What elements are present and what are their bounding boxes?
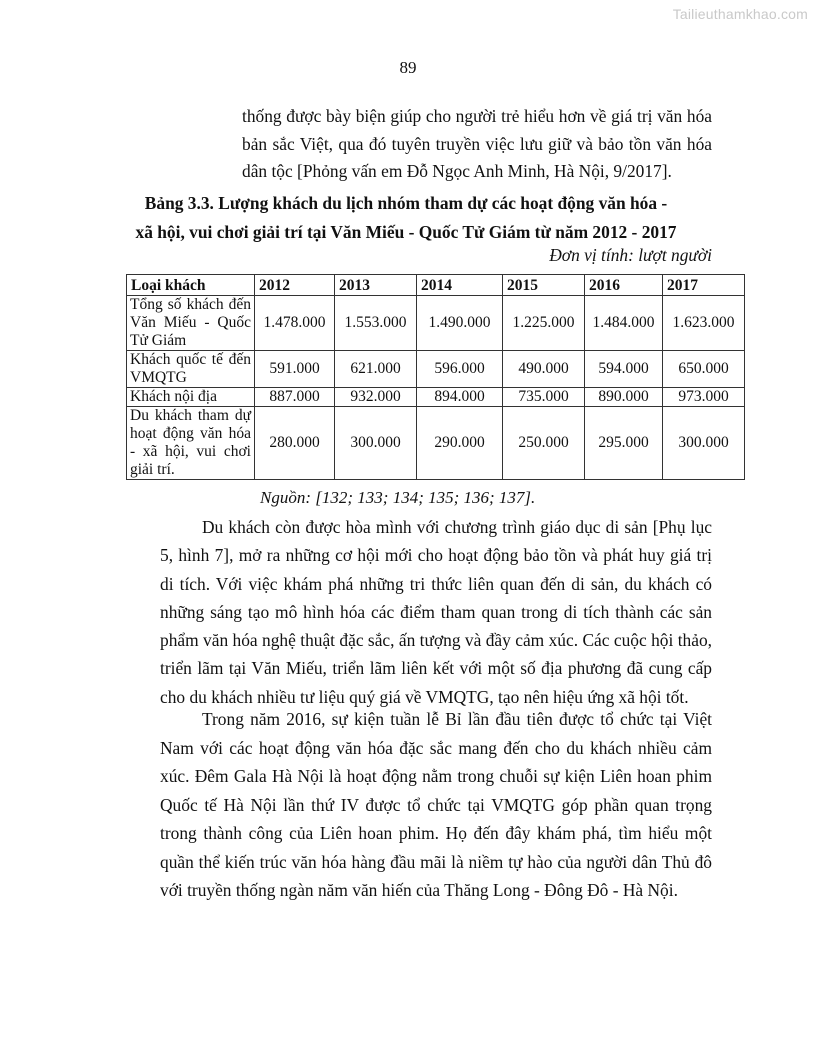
table-cell: 596.000 [417, 351, 503, 388]
table-cell: 887.000 [255, 388, 335, 407]
table-cell: 1.484.000 [585, 296, 663, 351]
table-cell: 890.000 [585, 388, 663, 407]
table-cell: 280.000 [255, 407, 335, 480]
table-row [127, 351, 745, 388]
column-header: 2015 [503, 275, 585, 296]
table-cell: 1.225.000 [503, 296, 585, 351]
table-title-line-2: xã hội, vui chơi giải trí tại Văn Miếu - Quốc Tử Giám từ năm 2012 - 2017 [135, 222, 677, 242]
body-paragraph-1 [160, 513, 712, 711]
table-cell: 621.000 [335, 351, 417, 388]
row-label: Du khách tham dự hoạt động văn hóa - xã hội, vui chơi giải trí. [127, 407, 255, 480]
table-cell: 300.000 [335, 407, 417, 480]
visitor-table [126, 274, 745, 480]
table-row [127, 388, 745, 407]
column-header: 2014 [417, 275, 503, 296]
table-cell: 894.000 [417, 388, 503, 407]
table-cell: 1.553.000 [335, 296, 417, 351]
table-cell: 295.000 [585, 407, 663, 480]
table-cell: 1.478.000 [255, 296, 335, 351]
table-header-row [127, 275, 745, 296]
column-header: 2012 [255, 275, 335, 296]
unit-note: Đơn vị tính: lượt người [549, 245, 712, 265]
watermark: Tailieuthamkhao.com [672, 6, 808, 22]
row-label: Khách nội địa [127, 388, 255, 407]
paragraph-text: Trong năm 2016, sự kiện tuần lễ Bỉ lần đầu tiên được tổ chức tại Việt Nam với các hoạt động văn hóa đặc sắc mang đến cho du khách nhiều cảm xúc. Đêm Gala Hà Nội là hoạt động nằm trong chuỗi sự kiện Liên hoan phim Quốc tế Hà Nội lần thứ IV được tổ chức tại VMQTG góp phần quan trọng trong thành công của Liên hoan phim. Họ đến đây khám phá, tìm hiểu một quần thể kiến trúc văn hóa hàng đầu mãi là niềm tự hào của người dân Thủ đô với truyền thống ngàn năm văn hiến của Thăng Long - Đông Đô - Hà Nội. [160, 709, 712, 900]
table-row [127, 296, 745, 351]
table-cell: 1.490.000 [417, 296, 503, 351]
table-cell: 300.000 [663, 407, 745, 480]
row-label: Khách quốc tế đến VMQTG [127, 351, 255, 388]
column-header: 2016 [585, 275, 663, 296]
source-note: Nguồn: [132; 133; 134; 135; 136; 137]. [260, 488, 536, 507]
row-label: Tổng số khách đến Văn Miếu - Quốc Tử Giám [127, 296, 255, 351]
table-cell: 1.623.000 [663, 296, 745, 351]
column-header: 2013 [335, 275, 417, 296]
table-cell: 250.000 [503, 407, 585, 480]
body-paragraph-2 [160, 705, 712, 905]
table-cell: 973.000 [663, 388, 745, 407]
table-cell: 932.000 [335, 388, 417, 407]
table-title-line-1: Bảng 3.3. Lượng khách du lịch nhóm tham dự các hoạt động văn hóa - [144, 193, 668, 213]
table-row [127, 407, 745, 480]
page-number: 89 [399, 58, 417, 77]
table-cell: 650.000 [663, 351, 745, 388]
table-cell: 490.000 [503, 351, 585, 388]
paragraph-text: Du khách còn được hòa mình với chương trình giáo dục di sản [Phụ lục 5, hình 7], mở ra những cơ hội mới cho hoạt động bảo tồn và phát huy giá trị di tích. Với việc khám phá những tri thức liên quan đến di sản, du khách có những sáng tạo mô hình hóa các điểm tham quan trong di tích thành các sản phẩm văn hóa nghệ thuật đặc sắc, ấn tượng và đầy cảm xúc. Các cuộc hội thảo, triển lãm tại Văn Miếu, triển lãm liên kết với một số địa phương đã cung cấp cho du khách nhiều tư liệu quý giá về VMQTG, tạo nên hiệu ứng xã hội tốt. [160, 517, 712, 707]
intro-paragraph: thống được bày biện giúp cho người trẻ hiểu hơn về giá trị văn hóa bản sắc Việt, qua đó tuyên truyền việc lưu giữ và bảo tồn văn hóa dân tộc [Phỏng vấn em Đỗ Ngọc Anh Minh, Hà Nội, 9/2017]. [242, 106, 712, 181]
column-header: 2017 [663, 275, 745, 296]
table-cell: 735.000 [503, 388, 585, 407]
table-cell: 290.000 [417, 407, 503, 480]
column-header: Loại khách [127, 275, 255, 296]
table-cell: 594.000 [585, 351, 663, 388]
table-title [100, 189, 712, 247]
table-cell: 591.000 [255, 351, 335, 388]
